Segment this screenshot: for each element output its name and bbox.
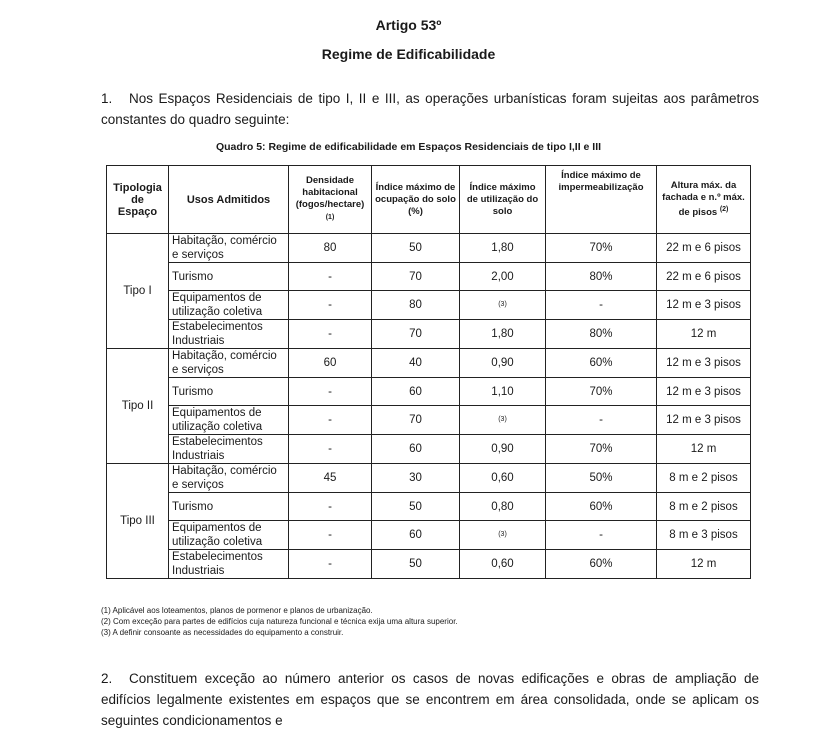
footnote-2: (2) Com exceção para partes de edifícios cuja natureza funcional e técnica exija uma altura superior. <box>101 617 458 626</box>
ocupacao-cell: 80 <box>372 291 460 320</box>
table-row <box>107 493 751 521</box>
footnote-1: (1) Aplicável aos loteamentos, planos de pormenor e planos de urbanização. <box>101 606 373 615</box>
altura-cell: 12 m <box>657 320 751 349</box>
table-row <box>107 464 751 493</box>
ocupacao-cell: 70 <box>372 263 460 291</box>
altura-cell: 12 m <box>657 435 751 464</box>
header-usos: Usos Admitidos <box>169 166 289 234</box>
tipo-cell: Tipo II <box>107 349 169 464</box>
paragraph-2 <box>101 668 759 731</box>
table-header-row <box>107 166 751 234</box>
table-row <box>107 406 751 435</box>
altura-cell: 12 m e 3 pisos <box>657 291 751 320</box>
header-densidade-note: (1) <box>325 214 335 221</box>
impermeabilizacao-cell: - <box>546 291 657 320</box>
header-tipologia: Tipologia de Espaço <box>107 166 169 234</box>
impermeabilizacao-cell: - <box>546 521 657 550</box>
ocupacao-cell: 50 <box>372 234 460 263</box>
paragraph-text: Constituem exceção ao número anterior os casos de novas edificações e obras de ampliação de edifícios legalmente existentes em espaços que se encontrem em área consolidada, onde se aplicam os seguintes condicionamentos e <box>101 671 759 728</box>
impermeabilizacao-cell: 60% <box>546 493 657 521</box>
impermeabilizacao-cell: 70% <box>546 378 657 406</box>
table-row <box>107 378 751 406</box>
footnote-3: (3) A definir consoante as necessidades do equipamento a construir. <box>101 628 344 637</box>
table-row <box>107 521 751 550</box>
densidade-cell: 60 <box>289 349 372 378</box>
tipo-cell: Tipo III <box>107 464 169 579</box>
uso-cell: Turismo <box>169 378 289 406</box>
uso-cell: Equipamentos de utilização coletiva <box>169 291 289 320</box>
uso-cell: Turismo <box>169 263 289 291</box>
ocupacao-cell: 50 <box>372 550 460 579</box>
ocupacao-cell: 30 <box>372 464 460 493</box>
densidade-cell: - <box>289 378 372 406</box>
densidade-cell: 45 <box>289 464 372 493</box>
utilizacao-cell: 0,90 <box>460 435 546 464</box>
impermeabilizacao-cell: 70% <box>546 234 657 263</box>
utilizacao-cell: (3) <box>460 291 546 320</box>
densidade-cell: - <box>289 493 372 521</box>
impermeabilizacao-cell: - <box>546 406 657 435</box>
paragraph-number: 1. <box>101 91 113 106</box>
uso-cell: Estabelecimentos Industriais <box>169 320 289 349</box>
utilizacao-cell: 0,90 <box>460 349 546 378</box>
paragraph-text: Nos Espaços Residenciais de tipo I, II e III, as operações urbanísticas foram sujeitas aos parâmetros constantes do quadro seguinte: <box>101 91 759 127</box>
header-ocupacao: Índice máximo de ocupação do solo (%) <box>372 166 460 234</box>
article-subtitle: Regime de Edificabilidade <box>321 46 496 62</box>
altura-cell: 8 m e 2 pisos <box>657 464 751 493</box>
table-row <box>107 435 751 464</box>
altura-cell: 22 m e 6 pisos <box>657 263 751 291</box>
densidade-cell: - <box>289 521 372 550</box>
utilizacao-cell: 0,80 <box>460 493 546 521</box>
paragraph-number: 2. <box>101 671 113 686</box>
utilizacao-cell: 2,00 <box>460 263 546 291</box>
table-row <box>107 234 751 263</box>
table-row <box>107 349 751 378</box>
utilizacao-cell: 1,80 <box>460 320 546 349</box>
uso-cell: Estabelecimentos Industriais <box>169 435 289 464</box>
impermeabilizacao-cell: 80% <box>546 320 657 349</box>
densidade-cell: - <box>289 320 372 349</box>
ocupacao-cell: 70 <box>372 406 460 435</box>
altura-cell: 12 m e 3 pisos <box>657 406 751 435</box>
uso-cell: Equipamentos de utilização coletiva <box>169 406 289 435</box>
ocupacao-cell: 40 <box>372 349 460 378</box>
impermeabilizacao-cell: 60% <box>546 349 657 378</box>
ocupacao-cell: 60 <box>372 435 460 464</box>
uso-cell: Turismo <box>169 493 289 521</box>
edificability-table <box>106 165 751 579</box>
densidade-cell: - <box>289 263 372 291</box>
table-row <box>107 320 751 349</box>
altura-cell: 12 m e 3 pisos <box>657 349 751 378</box>
header-altura-note: (2) <box>719 205 729 213</box>
header-densidade: Densidade habitacional (fogos/hectare) (1) <box>289 166 372 234</box>
tipo-cell: Tipo I <box>107 234 169 349</box>
uso-cell: Equipamentos de utilização coletiva <box>169 521 289 550</box>
header-utilizacao: Índice máximo de utilização do solo <box>460 166 546 234</box>
ocupacao-cell: 60 <box>372 521 460 550</box>
utilizacao-cell: 0,60 <box>460 464 546 493</box>
uso-cell: Habitação, comércio e serviços <box>169 464 289 493</box>
utilizacao-cell: 0,60 <box>460 550 546 579</box>
densidade-cell: 80 <box>289 234 372 263</box>
utilizacao-cell: 1,10 <box>460 378 546 406</box>
utilizacao-cell: (3) <box>460 521 546 550</box>
altura-cell: 12 m <box>657 550 751 579</box>
table-caption: Quadro 5: Regime de edificabilidade em Espaços Residenciais de tipo I,II e III <box>215 141 602 153</box>
header-altura: Altura máx. da fachada e n.º máx. de pisos $^{(2)}$ <box>657 166 751 234</box>
uso-cell: Habitação, comércio e serviços <box>169 349 289 378</box>
ocupacao-cell: 60 <box>372 378 460 406</box>
impermeabilizacao-cell: 70% <box>546 435 657 464</box>
altura-cell: 12 m e 3 pisos <box>657 378 751 406</box>
paragraph-1 <box>101 88 759 130</box>
densidade-cell: - <box>289 291 372 320</box>
table-row <box>107 263 751 291</box>
table-row <box>107 550 751 579</box>
densidade-cell: - <box>289 550 372 579</box>
uso-cell: Habitação, comércio e serviços <box>169 234 289 263</box>
uso-cell: Estabelecimentos Industriais <box>169 550 289 579</box>
impermeabilizacao-cell: 80% <box>546 263 657 291</box>
impermeabilizacao-cell: 50% <box>546 464 657 493</box>
header-impermeabilizacao: Índice máximo de impermeabilização <box>546 166 657 234</box>
impermeabilizacao-cell: 60% <box>546 550 657 579</box>
table-row <box>107 291 751 320</box>
utilizacao-cell: 1,80 <box>460 234 546 263</box>
ocupacao-cell: 70 <box>372 320 460 349</box>
altura-cell: 8 m e 3 pisos <box>657 521 751 550</box>
altura-cell: 22 m e 6 pisos <box>657 234 751 263</box>
utilizacao-cell: (3) <box>460 406 546 435</box>
footnotes <box>101 605 458 638</box>
ocupacao-cell: 50 <box>372 493 460 521</box>
article-title: Artigo 53º <box>375 17 442 33</box>
densidade-cell: - <box>289 435 372 464</box>
altura-cell: 8 m e 2 pisos <box>657 493 751 521</box>
densidade-cell: - <box>289 406 372 435</box>
